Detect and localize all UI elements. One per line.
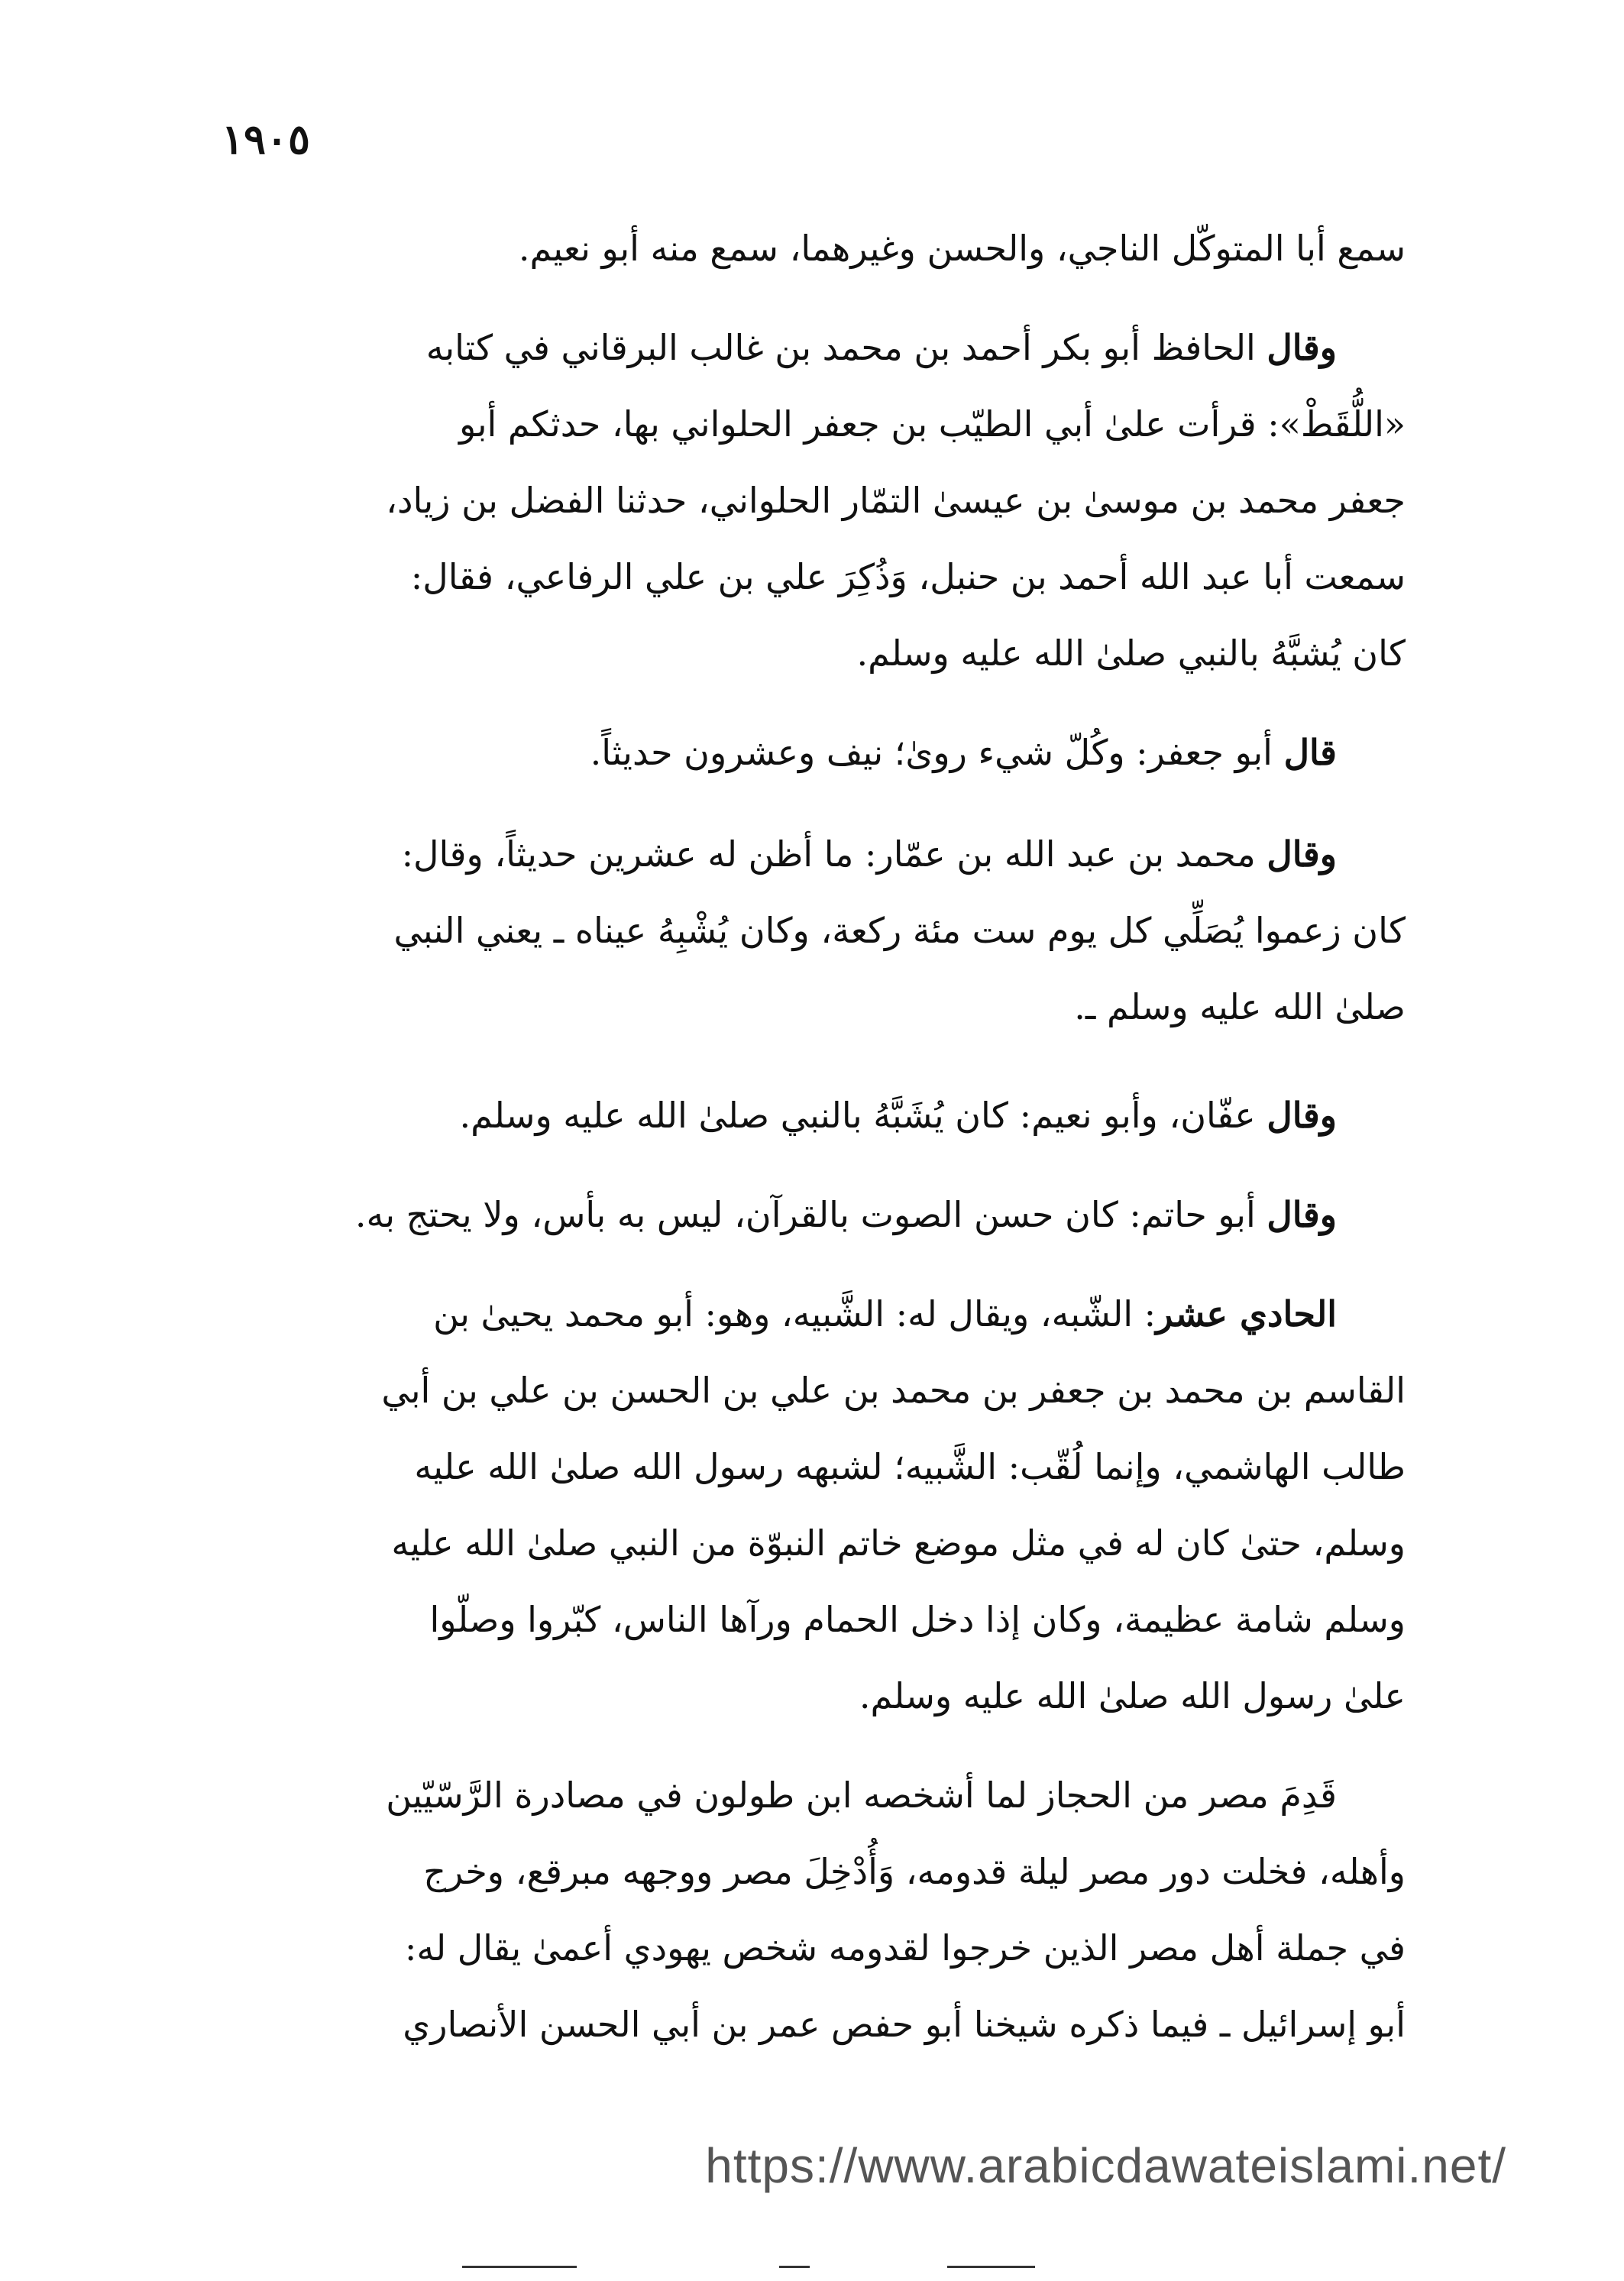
line-text: محمد بن عبد الله بن عمّار: ما أظن له عشرين حديثاً، وقال: xyxy=(401,833,1267,875)
text-line: جعفر محمد بن موسىٰ بن عيسىٰ التمّار الحلواني، حدثنا الفضل بن زياد، xyxy=(386,480,1406,521)
paragraph xyxy=(229,1276,1406,1734)
text-line: قَدِمَ مصر من الحجاز لما أشخصه ابن طولون في مصادرة الرَّسّيّين xyxy=(386,1775,1337,1816)
lead-word: قال xyxy=(1283,732,1337,773)
lead-word: وقال xyxy=(1267,327,1337,368)
text-line xyxy=(229,1176,1406,1253)
text-line: وسلم شامة عظيمة، وكان إذا دخل الحمام ورآها الناس، كبّروا وصلّوا xyxy=(429,1599,1406,1640)
watermark-url: https://www.arabicdawateislami.net/ xyxy=(705,2138,1506,2193)
text-line: «اللُّقَطْ»: قرأت علىٰ أبي الطيّب بن جعفر الحلواني بها، حدثكم أبو xyxy=(458,403,1406,445)
text-line: أبو إسرائيل ـ فيما ذكره شيخنا أبو حفص عمر بن أبي الحسن الأنصاري xyxy=(403,2004,1406,2045)
lead-word: وقال xyxy=(1267,1194,1337,1235)
line-text: : الشّبه، ويقال له: الشَّبيه، وهو: أبو محمد يحيىٰ بن xyxy=(433,1293,1157,1335)
text-line: سمعت أبا عبد الله أحمد بن حنبل، وَذُكِرَ علي بن علي الرفاعي، فقال: xyxy=(410,556,1406,597)
text-line: القاسم بن محمد بن جعفر بن محمد بن علي بن الحسن بن علي بن أبي xyxy=(381,1370,1406,1411)
text-line xyxy=(229,816,1406,892)
text-line: كان زعموا يُصَلِّي كل يوم ست مئة ركعة، وكان يُشْبِهُ عيناه ـ يعني النبي xyxy=(393,910,1406,951)
paragraph xyxy=(229,309,1406,691)
lead-word: وقال xyxy=(1267,1095,1337,1136)
lead-word: وقال xyxy=(1267,833,1337,875)
text-line: طالب الهاشمي، وإنما لُقّب: الشَّبيه؛ لشبهه رسول الله صلىٰ الله عليه xyxy=(414,1446,1406,1487)
text-line xyxy=(229,309,1406,386)
paragraph xyxy=(229,816,1406,1045)
paragraph xyxy=(229,1077,1406,1153)
text-line: كان يُشبَّهُ بالنبي صلىٰ الله عليه وسلم. xyxy=(856,633,1406,674)
line-text: عفّان، وأبو نعيم: كان يُشَبَّهُ بالنبي صلىٰ الله عليه وسلم. xyxy=(459,1095,1267,1136)
footer-rule xyxy=(779,2266,810,2268)
footer-rule xyxy=(947,2266,1035,2268)
text-line xyxy=(229,1077,1406,1153)
line-text: أبو حاتم: كان حسن الصوت بالقرآن، ليس به بأس، ولا يحتج به. xyxy=(354,1194,1267,1235)
text-line: وسلم، حتىٰ كان له في مثل موضع خاتم النبوّة من النبي صلىٰ الله عليه xyxy=(391,1522,1406,1564)
text-line xyxy=(229,714,1406,791)
paragraph xyxy=(229,210,1406,286)
text-line: علىٰ رسول الله صلىٰ الله عليه وسلم. xyxy=(859,1675,1406,1716)
paragraph xyxy=(229,1176,1406,1253)
line-text: أبو جعفر: وكُلّ شيء روىٰ؛ نيف وعشرون حديثاً. xyxy=(590,732,1284,773)
text-line: وأهله، فخلت دور مصر ليلة قدومه، وَأُدْخِلَ مصر ووجهه مبرقع، وخرج xyxy=(423,1851,1406,1892)
paragraph xyxy=(229,714,1406,791)
text-line: صلىٰ الله عليه وسلم ـ. xyxy=(1074,986,1406,1027)
lead-word: الحادي عشر xyxy=(1156,1293,1337,1335)
page-number: ١٩٠٥ xyxy=(222,115,311,163)
text-line: في جملة أهل مصر الذين خرجوا لقدومه شخص يهودي أعمىٰ يقال له: xyxy=(404,1927,1406,1969)
line-text: الحافظ أبو بكر أحمد بن محمد بن غالب البرقاني في كتابه xyxy=(425,327,1267,368)
text-line: سمع أبا المتوكّل الناجي، والحسن وغيرهما، سمع منه أبو نعيم. xyxy=(518,228,1406,269)
text-line xyxy=(229,1276,1406,1352)
footer-rule xyxy=(462,2266,577,2268)
paragraph xyxy=(229,1757,1406,2063)
